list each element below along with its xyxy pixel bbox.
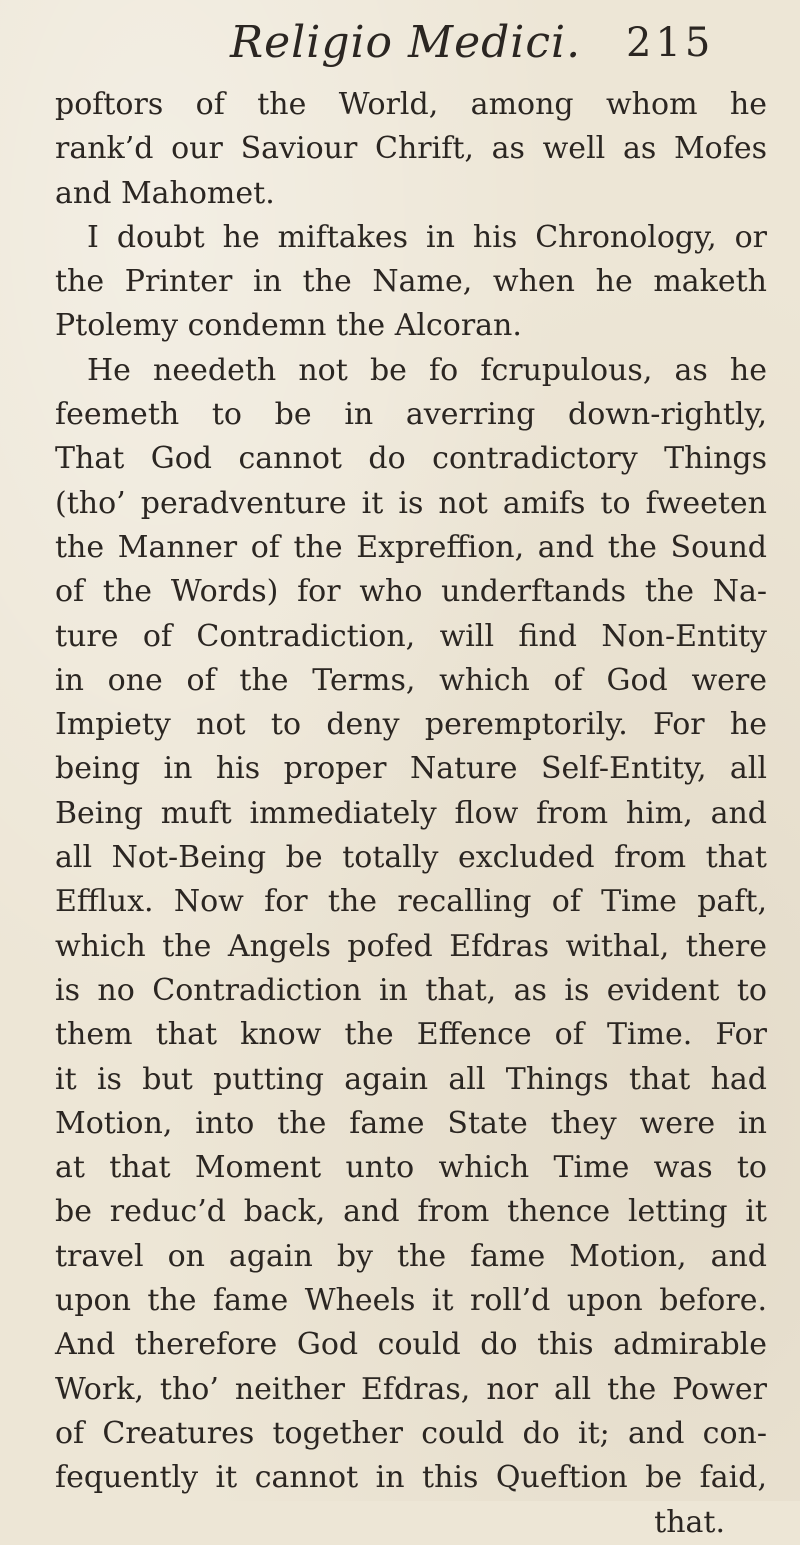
text-line: Ptolemy condemn the Alcoran. (55, 308, 522, 344)
text-line: all Not-Being be totally excluded from that (55, 840, 767, 876)
text-line: the Manner of the Expreffion, and the Sound (55, 529, 767, 565)
page-header (0, 12, 800, 74)
running-title: Religio Medici. (230, 17, 582, 68)
text-line: poftors of the World, among whom he (55, 87, 767, 122)
page-number: 215 (626, 20, 715, 66)
text-line: That God cannot do contradictory Things (55, 441, 767, 477)
text-line: and Mahomet. (55, 175, 275, 211)
text-line: upon the fame Wheels it roll’d upon before. (55, 1283, 767, 1319)
text-line: which the Angels pofed Efdras withal, there (55, 928, 767, 964)
text-line: ture of Contradiction, will find Non-Entity (55, 618, 767, 654)
text-line: Efflux. Now for the recalling of Time paft, (55, 884, 767, 920)
text-line: is no Contradiction in that, as is evident to (55, 972, 767, 1008)
text-line: of the Words) for who underftands the Na- (55, 574, 767, 610)
text-line: Motion, into the fame State they were in (55, 1105, 767, 1141)
text-line: Work, tho’ neither Efdras, nor all the Power (55, 1371, 767, 1407)
text-line: be reduc’d back, and from thence letting it (55, 1194, 767, 1230)
text-line: Impiety not to deny peremptorily. For he (55, 707, 767, 743)
text-line: it is but putting again all Things that had (55, 1061, 767, 1097)
text-line: them that know the Effence of Time. For (55, 1017, 767, 1053)
text-line: travel on again by the fame Motion, and (55, 1238, 767, 1274)
text-line: being in his proper Nature Self-Entity, all (55, 751, 767, 787)
text-line: in one of the Terms, which of God were (55, 662, 767, 698)
text-line: the Printer in the Name, when he maketh (55, 264, 767, 300)
text-line: feemeth to be in averring down-rightly, (55, 397, 767, 433)
text-line: of Creatures together could do it; and con- (55, 1415, 767, 1451)
text-line: And therefore God could do this admirable (55, 1327, 767, 1363)
text-line: Being muft immediately flow from him, and (55, 795, 767, 831)
text-line: at that Moment unto which Time was to (55, 1150, 767, 1186)
text-line: (tho’ peradventure it is not amifs to fweeten (55, 485, 767, 521)
body-text (55, 83, 767, 1545)
text-line: rank’d our Saviour Chrift, as well as Mofes (55, 131, 767, 167)
text-line: He needeth not be fo fcrupulous, as he (87, 352, 767, 388)
catchword: that. (654, 1504, 725, 1540)
text-line: fequently it cannot in this Queftion be faid, (55, 1460, 767, 1496)
text-line: I doubt he miftakes in his Chronology, or (87, 219, 767, 255)
